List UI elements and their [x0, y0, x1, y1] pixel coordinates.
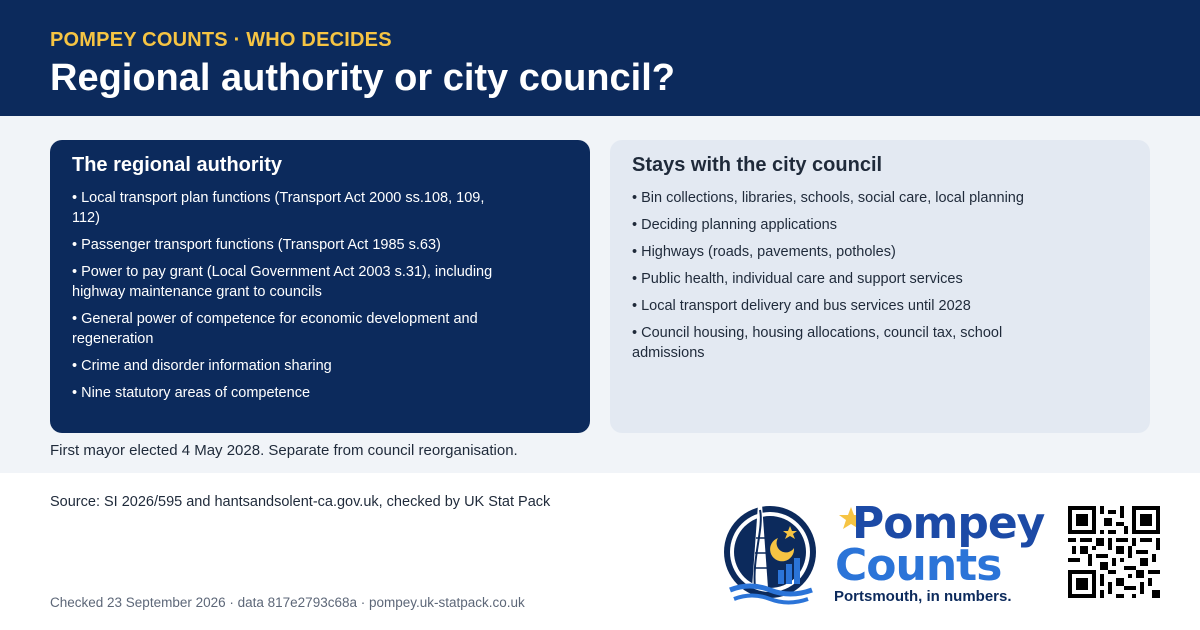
regional-authority-panel [50, 140, 590, 433]
source-text: Source: SI 2026/595 and hantsandsolent-ca.gov.uk, checked by UK Stat Pack [50, 494, 551, 510]
list-item: • Local transport plan functions (Transport Act 2000 ss.108, 109, 112) [72, 190, 485, 226]
logo-tagline: Portsmouth, in numbers. [834, 588, 1012, 605]
list-item: • Highways (roads, pavements, potholes) [632, 244, 896, 260]
list-item: • Crime and disorder information sharing [72, 358, 332, 374]
regional-authority-list [72, 188, 568, 403]
list-item: • Deciding planning applications [632, 217, 837, 233]
logo-word-counts: Counts [835, 540, 1002, 591]
city-council-heading: Stays with the city council [632, 154, 883, 176]
spinnaker-tower-emblem-icon [722, 498, 822, 608]
qr-code-icon [1068, 506, 1160, 598]
list-item: • Bin collections, libraries, schools, social care, local planning [632, 190, 1024, 206]
logo-word-pompey: Pompey [852, 498, 1045, 549]
list-item: • Council housing, housing allocations, council tax, school admissions [632, 325, 1003, 361]
regional-authority-heading: The regional authority [72, 154, 283, 176]
list-item: • Power to pay grant (Local Government Act 2003 s.31), including highway maintenance grant to councils [72, 264, 493, 300]
city-council-panel [610, 140, 1150, 433]
list-item: • Passenger transport functions (Transport Act 1985 s.63) [72, 237, 441, 253]
page-title: Regional authority or city council? [50, 57, 675, 99]
header-banner [0, 0, 1200, 116]
city-council-list [632, 188, 1128, 363]
footer-meta: Checked 23 September 2026 · data 817e2793c68a · pompey.uk-statpack.co.uk [50, 595, 525, 610]
list-item: • Public health, individual care and support services [632, 271, 963, 287]
list-item: • General power of competence for economic development and regeneration [72, 311, 478, 347]
kicker-label: POMPEY COUNTS · WHO DECIDES [50, 29, 392, 51]
list-item: • Nine statutory areas of competence [72, 385, 311, 401]
mayor-note: First mayor elected 4 May 2028. Separate from council reorganisation. [50, 442, 518, 459]
pompey-counts-logo [722, 494, 1045, 612]
list-item: • Local transport delivery and bus services until 2028 [632, 298, 971, 314]
